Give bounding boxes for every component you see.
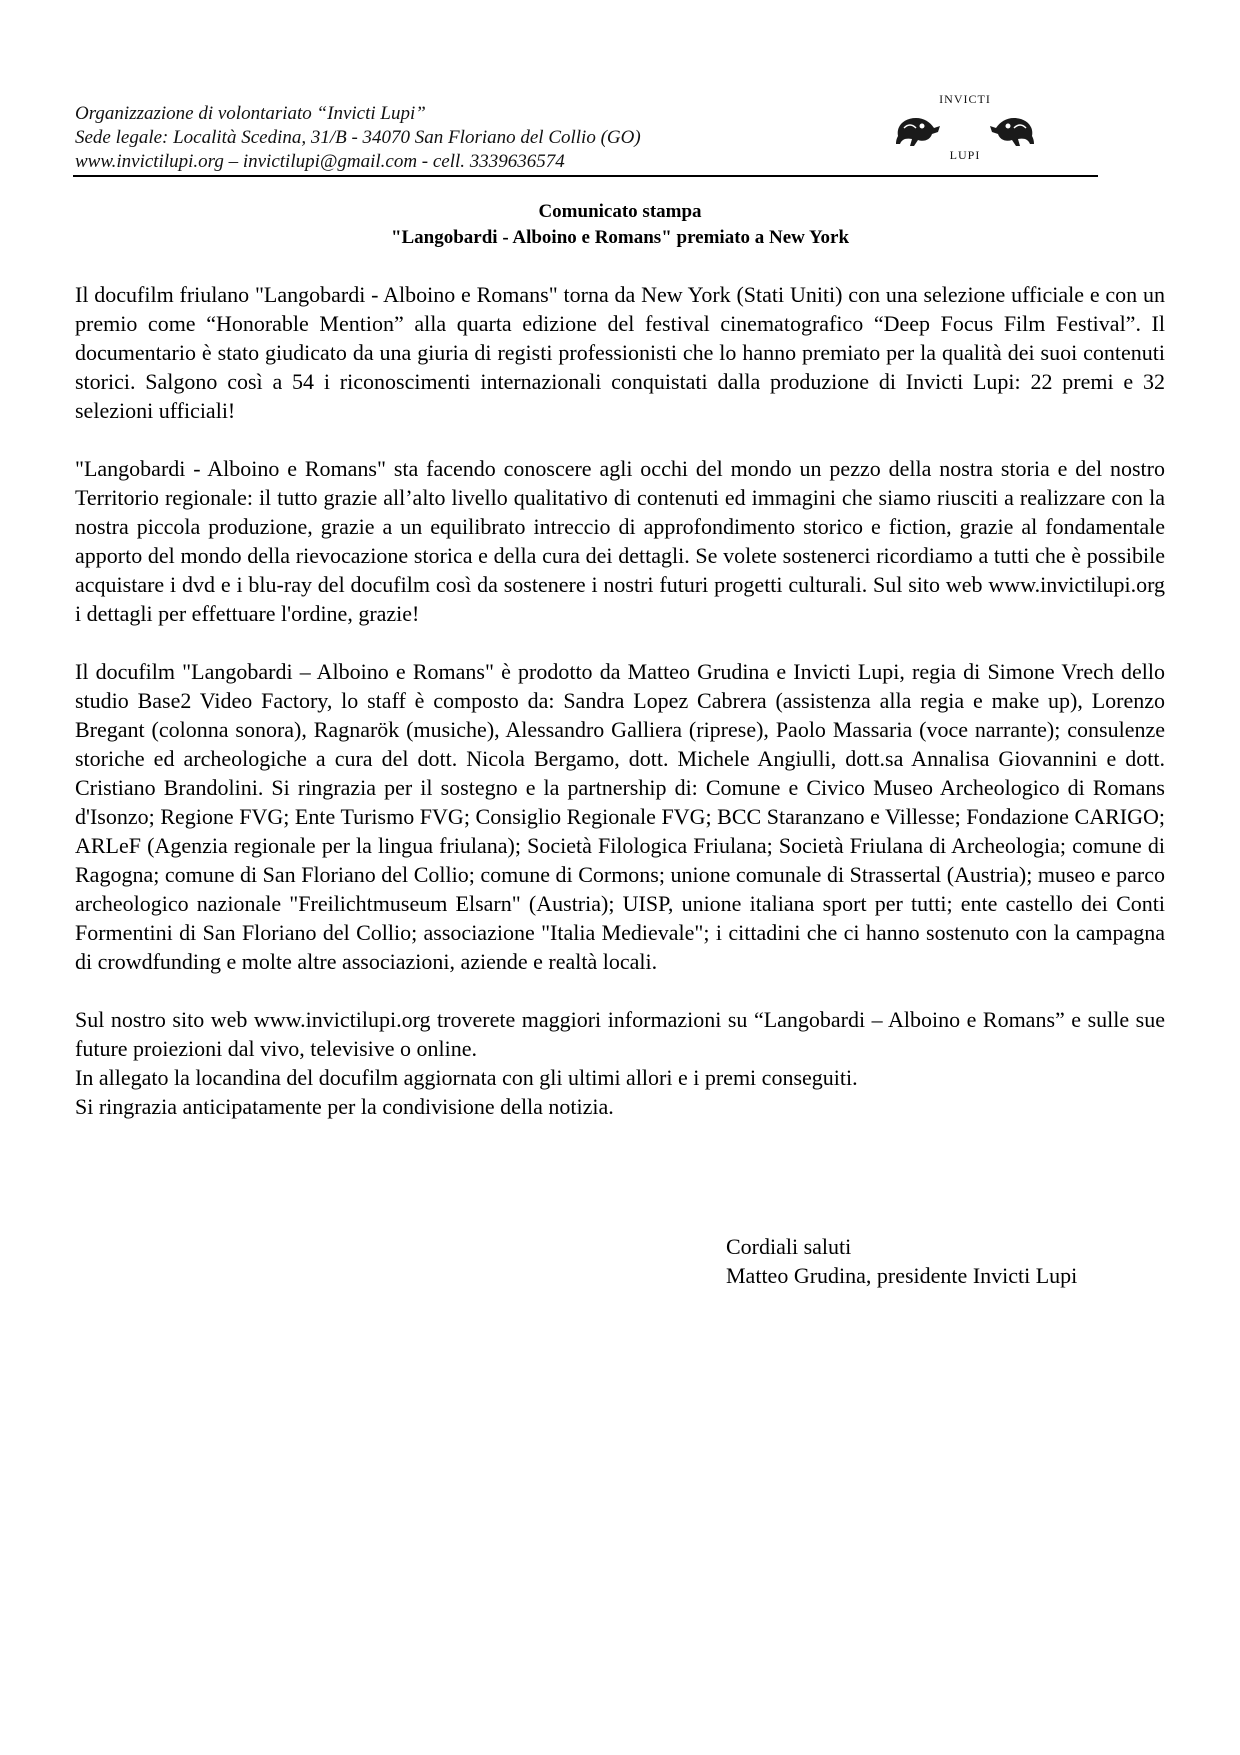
- body-paragraph-3: Il docufilm "Langobardi – Alboino e Romans" è prodotto da Matteo Grudina e Invicti Lupi, regia di Simone Vrech dello studio Base2 Video Factory, lo staff è composto da: Sandra Lopez Cabrera (assistenza alla regia e make up), Lorenzo Bregant (colonna sonora), Ragnarök (musiche), Alessandro Galliera (riprese), Paolo Massaria (voce narrante); consulenze storiche ed archeologiche a cura del dott. Nicola Bergamo, dott. Michele Angiulli, dott.sa Annalisa Giovannini e dott. Cristiano Brandolini. Si ringrazia per il sostegno e la partnership di: Comune e Civico Museo Archeologico di Romans d'Isonzo; Regione FVG; Ente Turismo FVG; Consiglio Regionale FVG; BCC Staranzano e Villesse; Fondazione CARIGO; ARLeF (Agenzia regionale per la lingua friulana); Società Filologica Friulana; Società Friulana di Archeologia; comune di Ragogna; comune di San Floriano del Collio; comune di Cormons; unione comunale di Strassertal (Austria); museo e parco archeologico nazionale "Freilichtmuseum Elsarn" (Austria); UISP, unione italiana sport per tutti; ente castello dei Conti Formentini di San Floriano del Collio; associazione "Italia Medievale"; i cittadini che ci hanno sostenuto con la campagna di crowdfunding e molte altre associazioni, aziende e realtà locali.: [75, 659, 1165, 974]
- logo-top-text: INVICTI: [939, 92, 991, 106]
- document-body: [75, 280, 1165, 1121]
- body-paragraph-6: Si ringrazia anticipatamente per la condivisione della notizia.: [75, 1094, 614, 1119]
- letterhead-organization: Organizzazione di volontariato “Invicti Lupi”: [75, 103, 426, 124]
- header-divider: [73, 175, 1098, 177]
- body-paragraph-2: "Langobardi - Alboino e Romans" sta facendo conoscere agli occhi del mondo un pezzo della nostra storia e del nostro Territorio regionale: il tutto grazie all’alto livello qualitativo di contenuti ed immagini che siamo riusciti a realizzare con la nostra piccola produzione, grazie a un equilibrato intreccio di approfondimento storico e fiction, grazie al fondamentale apporto del mondo della rievocazione storica e della cura dei dettagli. Se volete sostenerci ricordiamo a tutti che è possibile acquistare i dvd e i blu-ray del docufilm così da sostenere i nostri futuri progetti culturali. Sul sito web www.invictilupi.org i dettagli per effettuare l'ordine, grazie!: [75, 456, 1165, 626]
- letterhead: [75, 102, 795, 174]
- signature-block: [726, 1232, 1077, 1290]
- closing-salutation: Cordiali saluti: [726, 1234, 852, 1259]
- twin-wolves-icon: [890, 106, 1040, 148]
- invicti-lupi-logo: [890, 88, 1040, 168]
- body-paragraph-5: In allegato la locandina del docufilm aggiornata con gli ultimi allori e i premi conseguiti.: [75, 1065, 858, 1090]
- body-paragraph-4: Sul nostro sito web www.invictilupi.org troverete maggiori informazioni su “Langobardi – Alboino e Romans” e sulle sue future proiezioni dal vivo, televisive o online.: [75, 1007, 1165, 1061]
- body-paragraph-1: Il docufilm friulano "Langobardi - Alboino e Romans" torna da New York (Stati Uniti) con una selezione ufficiale e con un premio come “Honorable Mention” alla quarta edizione del festival cinematografico “Deep Focus Film Festival”. Il documentario è stato giudicato da una giuria di registi professionisti che lo hanno premiato per la qualità dei suoi contenuti storici. Salgono così a 54 i riconoscimenti internazionali conquistati dalla produzione di Invicti Lupi: 22 premi e 32 selezioni ufficiali!: [75, 282, 1165, 423]
- letterhead-contacts: www.invictilupi.org – invictilupi@gmail.com - cell. 3339636574: [75, 151, 565, 172]
- letterhead-address: Sede legale: Località Scedina, 31/B - 34070 San Floriano del Collio (GO): [75, 127, 641, 148]
- logo-bottom-text: LUPI: [949, 148, 981, 162]
- document-subtitle: "Langobardi - Alboino e Romans" premiato a New York: [390, 227, 850, 248]
- document-title: Comunicato stampa: [538, 201, 702, 222]
- signatory-name: Matteo Grudina, presidente Invicti Lupi: [726, 1263, 1078, 1288]
